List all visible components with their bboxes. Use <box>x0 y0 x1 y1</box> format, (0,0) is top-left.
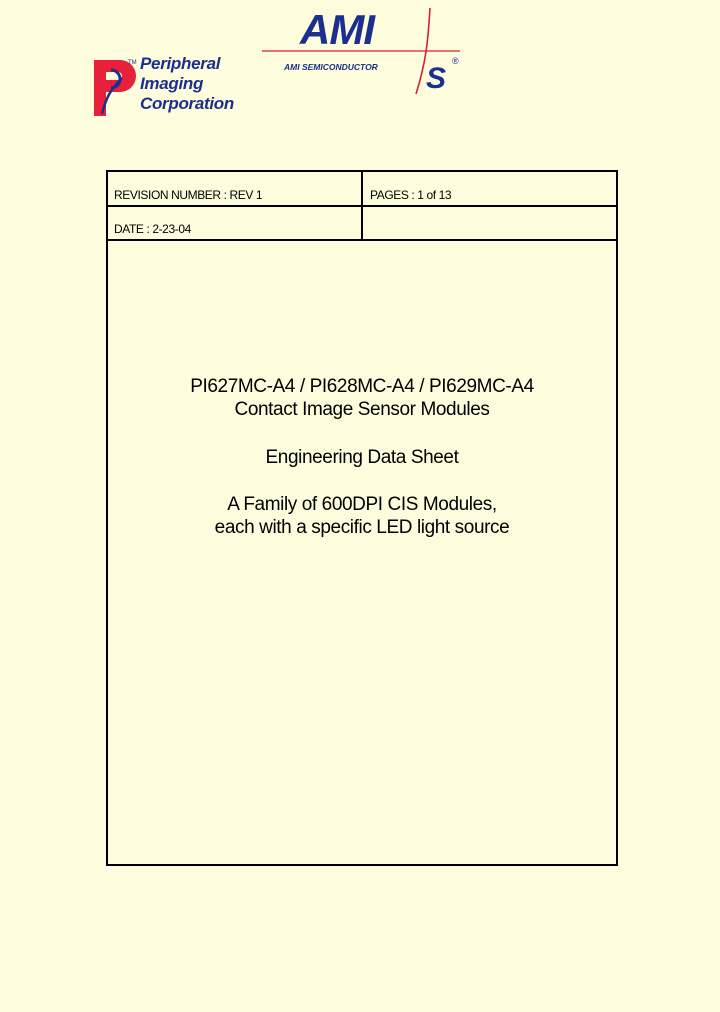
pic-logo <box>92 54 252 120</box>
datasheet-cover-frame <box>106 170 618 866</box>
pic-logo-line-3: Corporation <box>140 94 234 113</box>
pic-logo-wordmark <box>140 54 234 114</box>
family-line-1: A Family of 600DPI CIS Modules, <box>227 494 497 515</box>
ami-subtitle: AMI SEMICONDUCTOR <box>284 62 378 72</box>
family-line-2: each with a specific LED light source <box>214 517 510 538</box>
ami-registered-mark: ® <box>452 56 459 66</box>
ami-semiconductor-logo <box>260 2 470 94</box>
product-part-numbers: PI627MC-A4 / PI628MC-A4 / PI629MC-A4 <box>190 376 534 397</box>
product-title-block <box>108 375 616 421</box>
family-description-block <box>108 493 616 539</box>
pages-cell: PAGES : 1 of 13 <box>370 188 452 202</box>
header-column-divider <box>361 172 363 239</box>
document-type-title: Engineering Data Sheet <box>265 447 459 468</box>
ami-letter-s: S <box>426 62 447 94</box>
revision-number-cell: REVISION NUMBER : REV 1 <box>114 188 263 202</box>
product-description: Contact Image Sensor Modules <box>234 399 490 420</box>
date-cell: DATE : 2-23-04 <box>114 222 191 236</box>
pic-logo-mark <box>92 56 138 118</box>
pic-logo-line-2: Imaging <box>140 74 204 93</box>
pic-logo-line-1: Peripheral <box>140 54 221 73</box>
ami-wordmark: AMI <box>300 6 374 53</box>
pic-tm-mark: TM <box>128 60 137 66</box>
